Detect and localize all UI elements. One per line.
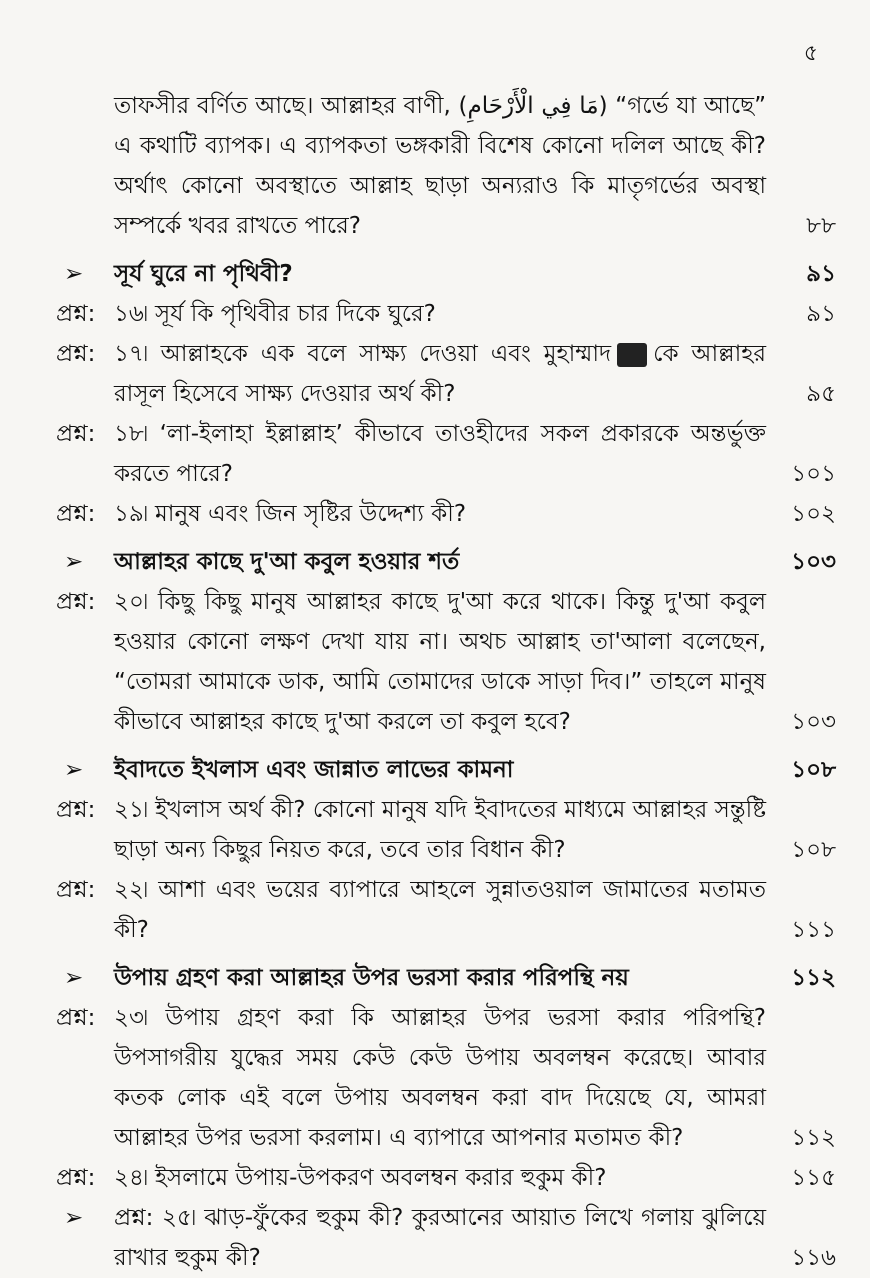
question-text: কে আল্লাহর রাসূল হিসেবে সাক্ষ্য দেওয়ার অর্থ কী? [114,341,766,407]
question-text: ১৭৷ আল্লাহকে এক বলে সাক্ষ্য দেওয়া এবং মুহাম্মাদ [114,341,612,367]
toc-question-18 [56,414,836,494]
entry-text: তাফসীর বর্ণিত আছে। আল্লাহর বাণী, ( [114,93,468,119]
toc-question-16 [56,294,836,334]
question-text: ১৯৷ মানুষ এবং জিন সৃষ্টির উদ্দেশ্য কী? [114,501,467,527]
toc-section-sun [56,254,836,294]
page-ref: ১০১ [791,461,836,487]
question-text: ১৮৷ ‘লা-ইলাহা ইল্লাল্লাহ’ কীভাবে তাওহীদের সকল প্রকারকে অন্তর্ভুক্ত করতে পারে? [114,421,766,487]
page-ref: ১০৩ [791,709,836,735]
question-label: প্রশ্ন: [56,877,96,903]
page-ref: ১০৩ [791,549,836,575]
question-label: প্রশ্ন: [56,341,96,367]
page-ref: ৮৮ [806,213,836,239]
toc-entry-continued [56,86,836,246]
page-ref: ১১৫ [791,1165,836,1191]
question-text: প্রশ্ন: ২৫৷ ঝাড়-ফুঁকের হুকুম কী? কুরআনের আয়াত লিখে গলায় ঝুলিয়ে রাখার হুকুম কী? [114,1205,766,1271]
question-text: ২২৷ আশা এবং ভয়ের ব্যাপারে আহলে সুন্নাতওয়াল জামাতের মতামত কী? [114,877,766,943]
toc-question-20 [56,582,836,742]
toc-question-17 [56,334,836,414]
arabic-quote: مَا فِي الْأَرْحَامِ [467,93,599,119]
section-title: উপায় গ্রহণ করা আল্লাহর উপর ভরসা করার পরিপন্থি নয় [114,965,629,991]
question-text: ২০৷ কিছু কিছু মানুষ আল্লাহর কাছে দু'আ করে থাকে। কিন্তু দু'আ কবুল হওয়ার কোনো লক্ষণ দেখা যায় না। অথচ আল্লাহ তা'আলা বলেছেন, “তোমরা আমাকে ডাক, আমি তোমাদের ডাকে সাড়া দিব।” তাহলে মানুষ কীভাবে আল্লাহর কাছে দু'আ করলে তা কবুল হবে? [114,589,766,735]
page-ref: ৯৫ [806,381,836,407]
section-title: আল্লাহর কাছে দু'আ কবুল হওয়ার শর্ত [114,549,460,575]
page-ref: ১০২ [791,501,836,527]
arrow-bullet-icon: ➢ [64,261,84,287]
question-text: ১৬৷ সূর্য কি পৃথিবীর চার দিকে ঘুরে? [114,301,436,327]
arrow-bullet-icon: ➢ [64,965,84,991]
arrow-bullet-icon: ➢ [64,757,84,783]
question-text: ২১৷ ইখলাস অর্থ কী? কোনো মানুষ যদি ইবাদতের মাধ্যমে আল্লাহর সন্তুষ্টি ছাড়া অন্য কিছুর নিয়ত করে, তবে তার বিধান কী? [114,797,766,863]
toc-question-22 [56,870,836,950]
page-ref: ১১৬ [791,1245,836,1271]
arrow-bullet-icon: ➢ [64,1205,84,1231]
arrow-bullet-icon: ➢ [64,549,84,575]
question-label: প্রশ্ন: [56,501,96,527]
question-label: প্রশ্ন: [56,1005,96,1031]
salawat-calligraphy-icon [617,343,647,367]
section-title: ইবাদতে ইখলাস এবং জান্নাত লাভের কামনা [114,757,514,783]
page-ref: ১০৮ [791,757,836,783]
toc-question-21 [56,790,836,870]
question-label: প্রশ্ন: [56,797,96,823]
page-ref: ৯১ [806,261,836,287]
question-text: ২৩৷ উপায় গ্রহণ করা কি আল্লাহর উপর ভরসা করার পরিপন্থি? উপসাগরীয় যুদ্ধের সময় কেউ কেউ উপায় অবলম্বন করেছে। আবার কতক লোক এই বলে উপায় অবলম্বন করা বাদ দিয়েছে যে, আমরা আল্লাহর উপর ভরসা করলাম। এ ব্যাপারে আপনার মতামত কী? [114,1005,766,1151]
question-label: প্রশ্ন: [56,1165,96,1191]
page-ref: ১১২ [791,1125,836,1151]
question-label: প্রশ্ন: [56,301,96,327]
toc-section-ikhlas [56,750,836,790]
question-label: প্রশ্ন: [56,421,96,447]
section-title: সূর্য ঘুরে না পৃথিবী? [114,261,293,287]
question-label: প্রশ্ন: [56,589,96,615]
table-of-contents [56,86,836,1278]
page-ref: ১০৮ [791,837,836,863]
toc-question-23 [56,998,836,1158]
page-ref: ১১২ [791,965,836,991]
page-ref: ৯১ [806,301,836,327]
entry-text: ) “গর্ভে যা আছে” এ কথাটি ব্যাপক। এ ব্যাপকতা ভঙ্গকারী বিশেষ কোনো দলিল আছে কী? অর্থাৎ কোনো অবস্থাতে আল্লাহ ছাড়া অন্যরাও কি মাতৃগর্ভের অবস্থা সম্পর্কে খবর রাখতে পারে? [114,93,766,239]
page-number: ৫ [803,41,818,66]
question-text: ২৪৷ ইসলামে উপায়-উপকরণ অবলম্বন করার হুকুম কী? [114,1165,607,1191]
toc-section-dua [56,542,836,582]
toc-question-19 [56,494,836,534]
page-ref: ১১১ [791,917,836,943]
toc-section-upay [56,958,836,998]
toc-question-24 [56,1158,836,1198]
toc-question-25 [56,1198,836,1278]
